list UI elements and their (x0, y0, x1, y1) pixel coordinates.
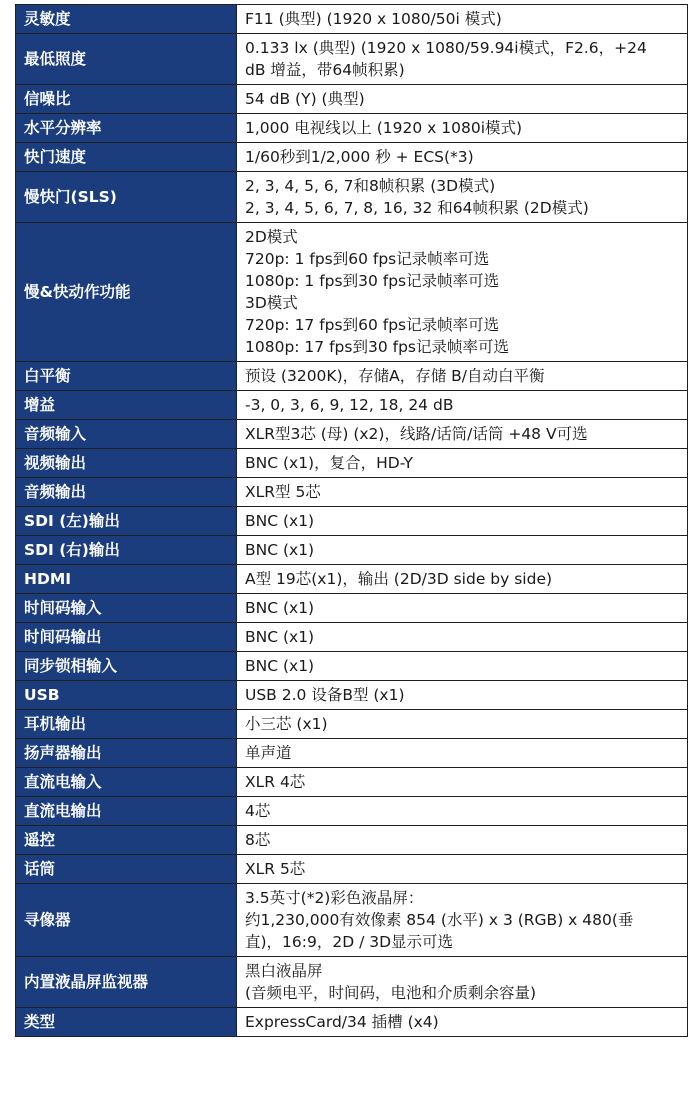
spec-row-gain (16, 391, 688, 420)
spec-label: 时间码输入 (16, 594, 237, 623)
spec-row-sensitivity (16, 5, 688, 34)
spec-label: 慢&快动作功能 (16, 223, 237, 362)
spec-value: 2D模式 720p: 1 fps到60 fps记录帧率可选 1080p: 1 fps到30 fps记录帧率可选 3D模式 720p: 17 fps到60 fps记录帧率可选 1080p: 17 fps到30 fps记录帧率可选 (237, 223, 688, 362)
spec-row-shutter-speed (16, 143, 688, 172)
spec-row-dc-output (16, 797, 688, 826)
spec-label: HDMI (16, 565, 237, 594)
spec-row-sdi-right-output (16, 536, 688, 565)
spec-value: XLR型3芯 (母) (x2)，线路/话筒/话筒 +48 V可选 (237, 420, 688, 449)
spec-label: 话筒 (16, 855, 237, 884)
spec-label: 耳机输出 (16, 710, 237, 739)
spec-label: 类型 (16, 1008, 237, 1037)
spec-value: XLR型 5芯 (237, 478, 688, 507)
spec-row-slow-shutter (16, 172, 688, 223)
spec-label: 遥控 (16, 826, 237, 855)
spec-label: 同步锁相输入 (16, 652, 237, 681)
spec-label: 信噪比 (16, 85, 237, 114)
spec-label: SDI (左)输出 (16, 507, 237, 536)
spec-row-dc-input (16, 768, 688, 797)
spec-label: 快门速度 (16, 143, 237, 172)
spec-label: 增益 (16, 391, 237, 420)
spec-row-headphone-output (16, 710, 688, 739)
spec-value: A型 19芯(x1)，输出 (2D/3D side by side) (237, 565, 688, 594)
spec-label: 水平分辨率 (16, 114, 237, 143)
spec-value: F11 (典型) (1920 x 1080/50i 模式) (237, 5, 688, 34)
spec-row-video-output (16, 449, 688, 478)
spec-label: 时间码输出 (16, 623, 237, 652)
spec-row-timecode-output (16, 623, 688, 652)
spec-row-min-illumination (16, 34, 688, 85)
spec-label: 视频输出 (16, 449, 237, 478)
spec-row-lcd-monitor (16, 957, 688, 1008)
spec-value: -3, 0, 3, 6, 9, 12, 18, 24 dB (237, 391, 688, 420)
spec-label: 直流电输出 (16, 797, 237, 826)
spec-value: 黑白液晶屏 (音频电平，时间码，电池和介质剩余容量) (237, 957, 688, 1008)
spec-value: 0.133 lx (典型) (1920 x 1080/59.94i模式，F2.6，+24 dB 增益，带64帧积累) (237, 34, 688, 85)
spec-value: XLR 4芯 (237, 768, 688, 797)
spec-row-sdi-left-output (16, 507, 688, 536)
spec-label: 直流电输入 (16, 768, 237, 797)
spec-value: ExpressCard/34 插槽 (x4) (237, 1008, 688, 1037)
spec-value: BNC (x1) (237, 623, 688, 652)
spec-value: 1,000 电视线以上 (1920 x 1080i模式) (237, 114, 688, 143)
spec-label: USB (16, 681, 237, 710)
spec-value: BNC (x1)，复合，HD-Y (237, 449, 688, 478)
spec-row-horizontal-resolution (16, 114, 688, 143)
spec-value: 54 dB (Y) (典型) (237, 85, 688, 114)
spec-row-usb (16, 681, 688, 710)
spec-value: USB 2.0 设备B型 (x1) (237, 681, 688, 710)
spec-value: BNC (x1) (237, 652, 688, 681)
spec-label: 慢快门(SLS) (16, 172, 237, 223)
spec-value: 单声道 (237, 739, 688, 768)
spec-table (15, 4, 688, 1037)
spec-value: 3.5英寸(*2)彩色液晶屏： 约1,230,000有效像素 854 (水平) x 3 (RGB) x 480(垂 直)，16:9，2D / 3D显示可选 (237, 884, 688, 957)
spec-row-type (16, 1008, 688, 1037)
spec-row-viewfinder (16, 884, 688, 957)
spec-value: BNC (x1) (237, 594, 688, 623)
spec-label: 扬声器输出 (16, 739, 237, 768)
spec-row-hdmi (16, 565, 688, 594)
spec-row-microphone (16, 855, 688, 884)
spec-value: 小三芯 (x1) (237, 710, 688, 739)
spec-row-timecode-input (16, 594, 688, 623)
spec-label: 最低照度 (16, 34, 237, 85)
spec-label: SDI (右)输出 (16, 536, 237, 565)
spec-label: 音频输出 (16, 478, 237, 507)
spec-label: 内置液晶屏监视器 (16, 957, 237, 1008)
spec-value: 1/60秒到1/2,000 秒 + ECS(*3) (237, 143, 688, 172)
spec-value: 8芯 (237, 826, 688, 855)
spec-row-genlock-input (16, 652, 688, 681)
spec-row-snr (16, 85, 688, 114)
spec-value: XLR 5芯 (237, 855, 688, 884)
spec-value: 2, 3, 4, 5, 6, 7和8帧积累 (3D模式) 2, 3, 4, 5, 6, 7, 8, 16, 32 和64帧积累 (2D模式) (237, 172, 688, 223)
spec-value: BNC (x1) (237, 536, 688, 565)
spec-row-white-balance (16, 362, 688, 391)
spec-label: 寻像器 (16, 884, 237, 957)
spec-label: 灵敏度 (16, 5, 237, 34)
spec-row-audio-output (16, 478, 688, 507)
spec-label: 白平衡 (16, 362, 237, 391)
spec-row-speaker-output (16, 739, 688, 768)
spec-row-audio-input (16, 420, 688, 449)
spec-value: 4芯 (237, 797, 688, 826)
spec-label: 音频输入 (16, 420, 237, 449)
spec-value: 预设 (3200K)，存储A，存储 B/自动白平衡 (237, 362, 688, 391)
spec-row-remote (16, 826, 688, 855)
spec-value: BNC (x1) (237, 507, 688, 536)
spec-row-slow-fast-motion (16, 223, 688, 362)
